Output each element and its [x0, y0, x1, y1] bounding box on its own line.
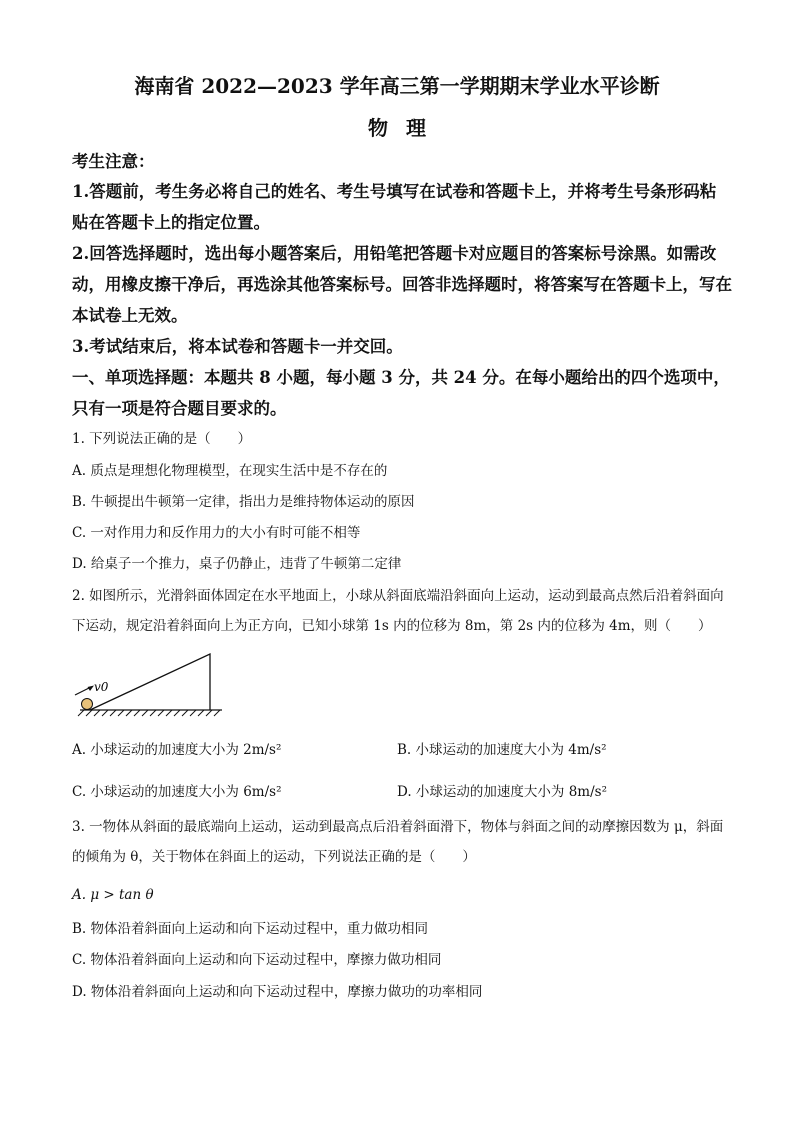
q3-option-b: B. 物体沿着斜面向上运动和向下运动过程中，重力做功相同: [72, 921, 429, 937]
q2-option-c: C. 小球运动的加速度大小为 6m/s²: [72, 784, 282, 800]
q3-option-d: D. 物体沿着斜面向上运动和向下运动过程中，摩擦力做功的功率相同: [72, 984, 483, 1000]
q1-option-b: B. 牛顿提出牛顿第一定律，指出力是维持物体运动的原因: [72, 494, 415, 510]
q3-option-c: C. 物体沿着斜面向上运动和向下运动过程中，摩擦力做功相同: [72, 952, 442, 968]
ball: [82, 699, 93, 710]
q1-stem: 1. 下列说法正确的是（ ）: [72, 431, 252, 447]
q2-stem: 2. 如图所示，光滑斜面体固定在水平地面上，小球从斜面底端沿斜面向上运动，运动到最高点然后沿着斜面向下运动，规定沿着斜面向上为正方向，已知小球第 1s 内的位移为 8m，第 2s 内的位移为 4m，则（ ）: [72, 588, 724, 634]
velocity-label: v0: [94, 680, 109, 694]
exam-title: 海南省 2022—2023 学年高三第一学期期末学业水平诊断: [134, 74, 660, 98]
subject-title: 物理: [368, 116, 444, 140]
q1-option-a: A. 质点是理想化物理模型，在现实生活中是不存在的: [72, 463, 388, 479]
q1-option-d: D. 给桌子一个推力，桌子仍静止，违背了牛顿第二定律: [72, 556, 402, 572]
q1-option-c: C. 一对作用力和反作用力的大小有时可能不相等: [72, 525, 361, 541]
notice-item-2: 2.回答选择题时，选出每小题答案后，用铅笔把答题卡对应题目的答案标号涂黑。如需改动，用橡皮擦干净后，再选涂其他答案标号。回答非选择题时，将答案写在答题卡上，写在本试卷上无效。: [72, 244, 732, 325]
notice-item-3: 3.考试结束后，将本试卷和答题卡一并交回。: [72, 337, 403, 356]
incline-diagram: [72, 648, 232, 720]
section-heading: 一、单项选择题：本题共 8 小题，每小题 3 分，共 24 分。在每小题给出的四个选项中，只有一项是符合题目要求的。: [72, 368, 730, 418]
q2-option-d: D. 小球运动的加速度大小为 8m/s²: [397, 784, 607, 800]
ground-hatch: [78, 710, 220, 716]
q2-option-a: A. 小球运动的加速度大小为 2m/s²: [72, 742, 282, 758]
q2-option-b: B. 小球运动的加速度大小为 4m/s²: [397, 742, 607, 758]
q3-option-a: A. μ > tan θ: [72, 887, 154, 903]
notice-item-1: 1.答题前，考生务必将自己的姓名、考生号填写在试卷和答题卡上，并将考生号条形码粘贴在答题卡上的指定位置。: [72, 182, 717, 232]
notice-heading: 考生注意：: [72, 152, 155, 171]
q3-stem: 3. 一物体从斜面的最底端向上运动，运动到最高点后沿着斜面滑下，物体与斜面之间的动摩擦因数为 μ，斜面的倾角为 θ，关于物体在斜面上的运动，下列说法正确的是（ ）: [72, 819, 724, 865]
